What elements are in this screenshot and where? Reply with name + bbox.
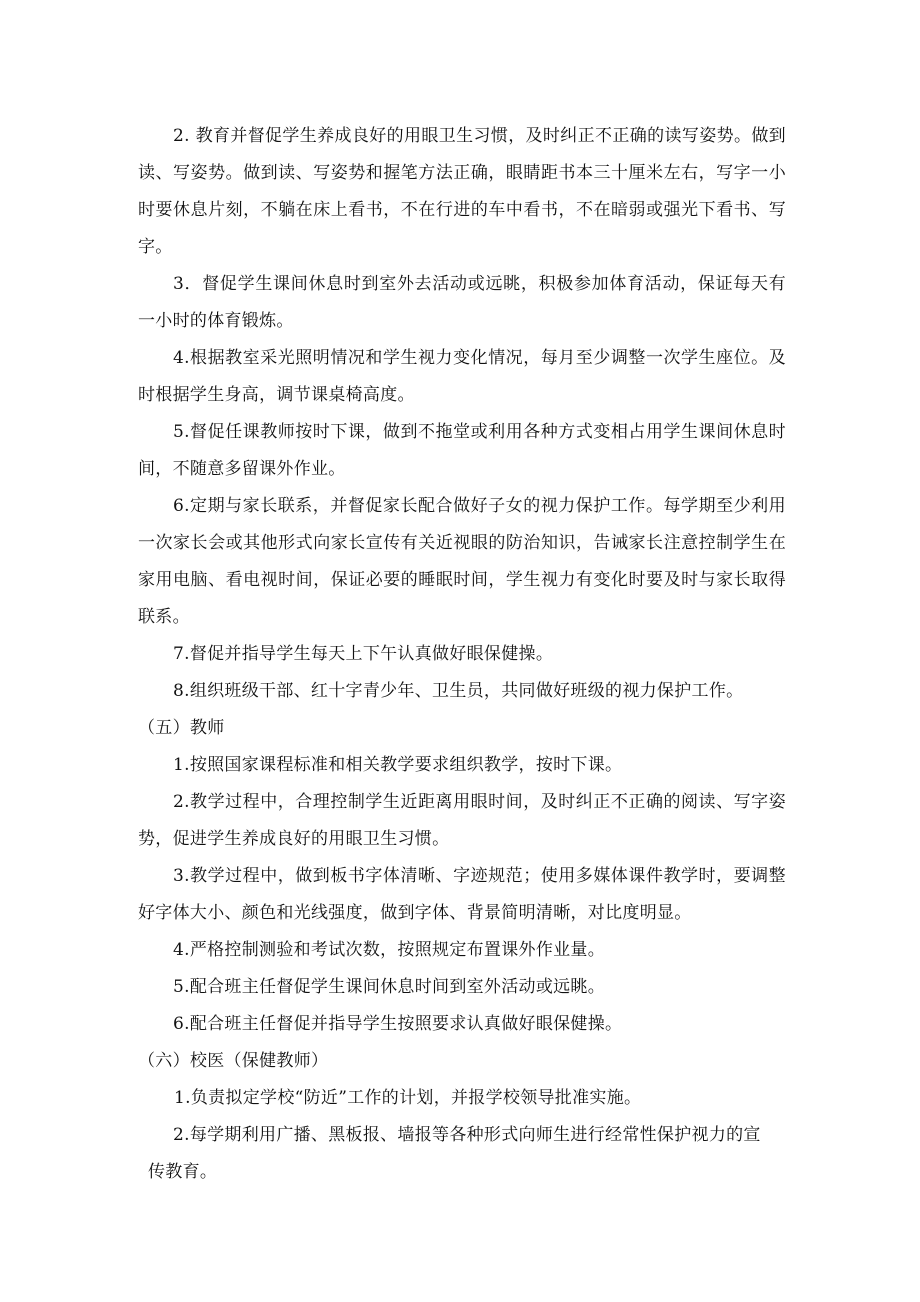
doctor-item-2-continuation: 传教育。: [148, 1162, 218, 1182]
teacher-item-2: 2.教学过程中，合理控制学生近距离用眼时间，及时纠正不正确的阅读、写字姿势，促进学生养成良好的用眼卫生习惯。: [138, 792, 786, 849]
section-heading-teachers: （五）教师: [138, 718, 225, 738]
doctor-item-2-first-line: 2.每学期利用广播、黑板报、墙报等各种形式向师生进行经常性保护视力的宣: [173, 1125, 761, 1145]
paragraph-reading-posture: 2. 教育并督促学生养成良好的用眼卫生习惯，及时纠正不正确的读写姿势。做到读、写姿势。做到读、写姿势和握笔方法正确，眼睛距书本三十厘米左右，写字一小时要休息片刻，不躺在床上看书，不在行进的车中看书，不在暗弱或强光下看书、写字。: [138, 126, 786, 257]
document-body: [138, 118, 786, 1191]
teacher-item-5: 5.配合班主任督促学生课间休息时间到室外活动或远眺。: [173, 977, 606, 997]
paragraph-seat-adjustment: 4.根据教室采光照明情况和学生视力变化情况，每月至少调整一次学生座位。及时根据学生身高，调节课桌椅高度。: [138, 348, 786, 405]
doctor-item-1: 1.负责拟定学校“防近”工作的计划，并报学校领导批准实施。: [174, 1088, 642, 1108]
teacher-item-6: 6.配合班主任督促并指导学生按照要求认真做好眼保健操。: [173, 1014, 623, 1034]
doctor-item-2: [138, 1117, 786, 1191]
paragraph-parent-contact: 6.定期与家长联系，并督促家长配合做好子女的视力保护工作。每学期至少利用一次家长会或其他形式向家长宣传有关近视眼的防治知识，告诫家长注意控制学生在家用电脑、看电视时间，保证必要的睡眠时间，学生视力有变化时要及时与家长取得联系。: [138, 496, 786, 627]
teacher-item-3: 3.教学过程中，做到板书字体清晰、字迹规范；使用多媒体课件教学时，要调整好字体大小、颜色和光线强度，做到字体、背景简明清晰，对比度明显。: [138, 866, 786, 923]
section-heading-school-doctor: （六）校医（保健教师）: [138, 1051, 329, 1071]
teacher-item-1: 1.按照国家课程标准和相关教学要求组织教学，按时下课。: [173, 755, 623, 775]
paragraph-class-dismissal: 5.督促任课教师按时下课，做到不拖堂或利用各种方式变相占用学生课间休息时间，不随意多留课外作业。: [138, 422, 786, 479]
paragraph-outdoor-activity: 3．督促学生课间休息时到室外去活动或远眺，积极参加体育活动，保证每天有一小时的体育锻炼。: [138, 274, 786, 331]
paragraph-class-cadres: 8.组织班级干部、红十字青少年、卫生员，共同做好班级的视力保护工作。: [173, 681, 744, 701]
teacher-item-4: 4.严格控制测验和考试次数，按照规定布置课外作业量。: [173, 940, 606, 960]
paragraph-eye-exercises: 7.督促并指导学生每天上下午认真做好眼保健操。: [173, 644, 554, 664]
